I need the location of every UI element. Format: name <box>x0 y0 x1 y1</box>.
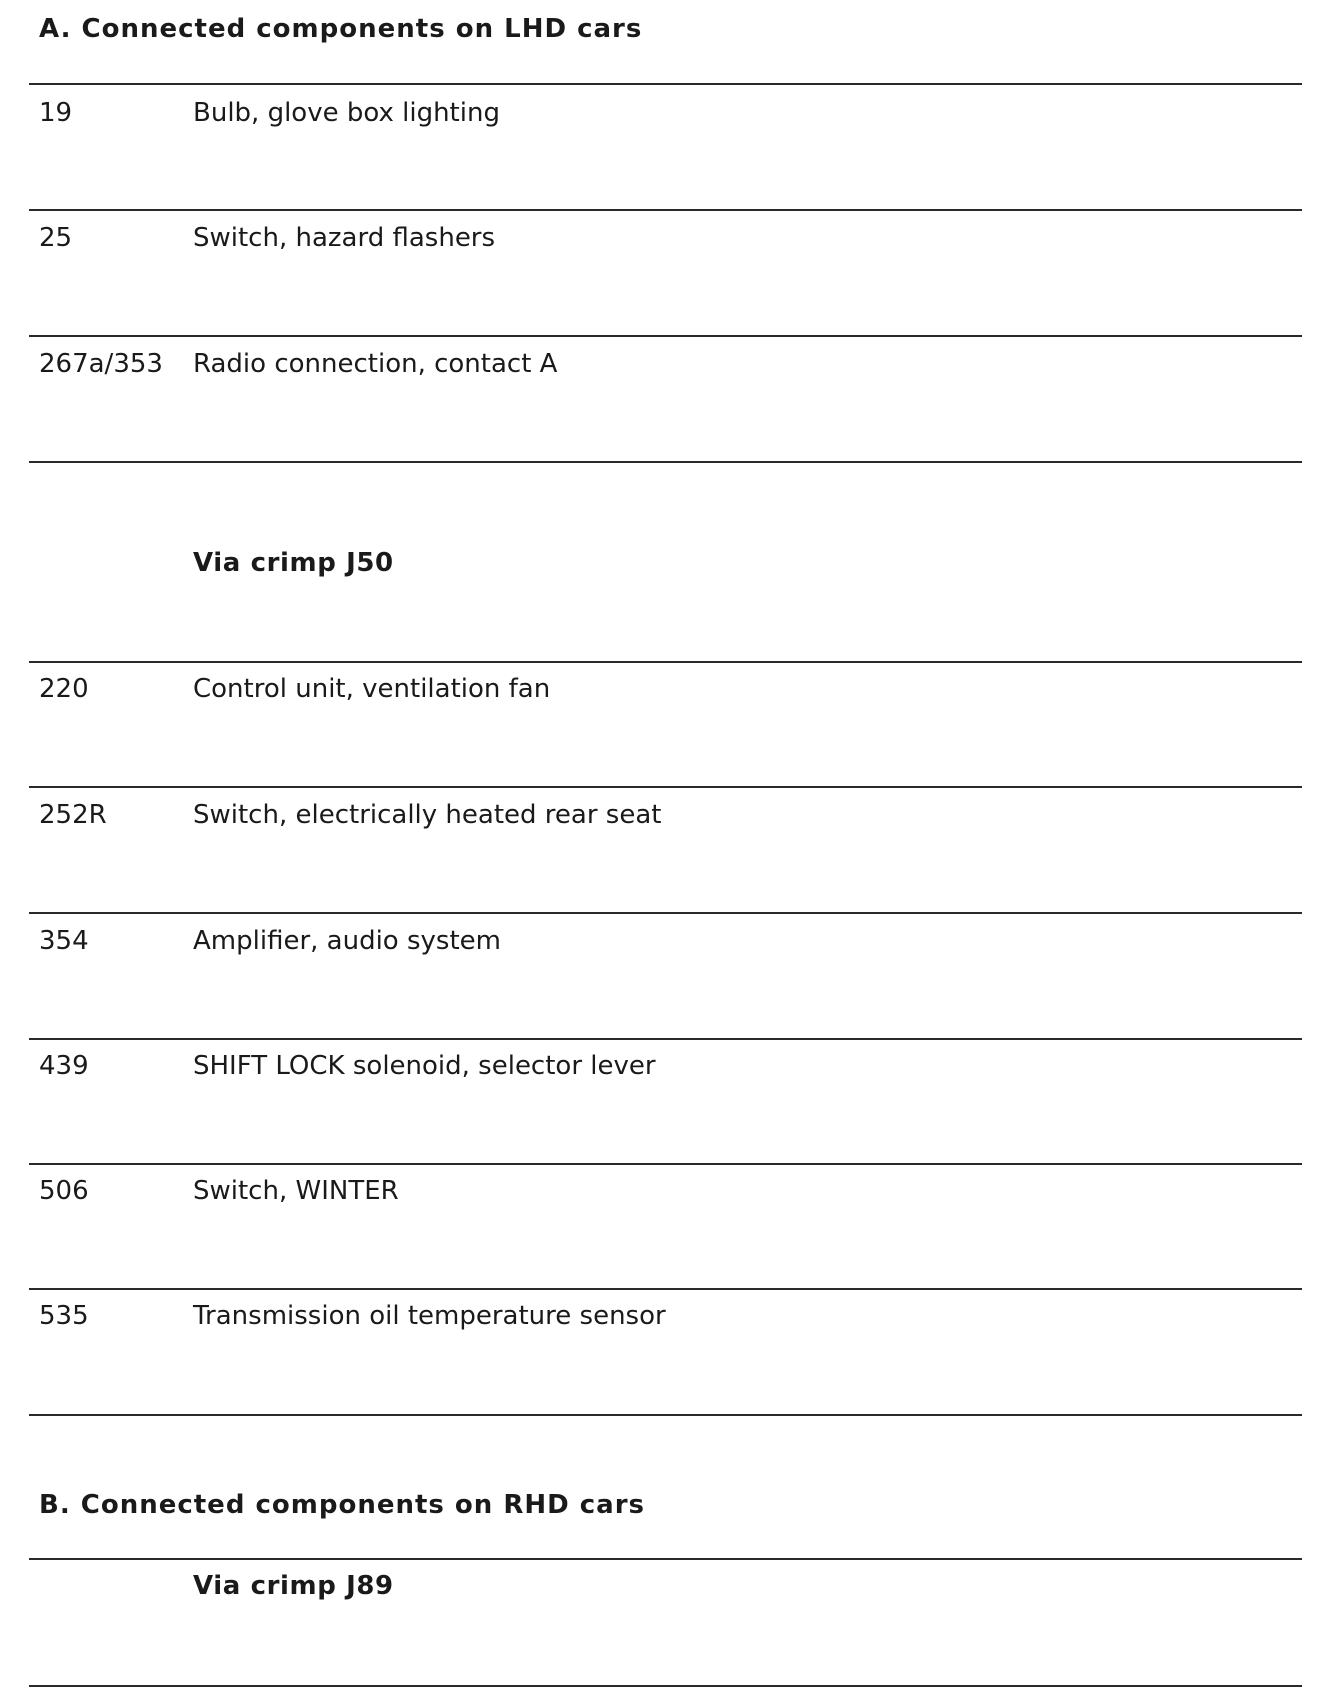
row-description: SHIFT LOCK solenoid, selector lever <box>193 1051 656 1081</box>
section-b-heading: B. Connected components on RHD cars <box>39 1490 646 1520</box>
table-rule <box>29 461 1302 463</box>
table-rule <box>29 661 1302 663</box>
via-crimp-j89-label: Via crimp J89 <box>193 1571 394 1601</box>
via-crimp-j50-label: Via crimp J50 <box>193 548 394 578</box>
table-rule <box>29 1558 1302 1560</box>
row-code: 252R <box>39 800 107 830</box>
row-code: 354 <box>39 926 89 956</box>
row-code: 220 <box>39 674 89 704</box>
row-code: 25 <box>39 223 73 253</box>
row-description: Bulb, glove box lighting <box>193 98 500 128</box>
row-description: Transmission oil temperature sensor <box>193 1301 666 1331</box>
row-code: 535 <box>39 1301 89 1331</box>
table-rule <box>29 83 1302 85</box>
table-rule <box>29 912 1302 914</box>
table-rule <box>29 1163 1302 1165</box>
table-rule <box>29 786 1302 788</box>
table-rule <box>29 209 1302 211</box>
row-description: Control unit, ventilation fan <box>193 674 551 704</box>
row-description: Amplifier, audio system <box>193 926 501 956</box>
section-a-heading: A. Connected components on LHD cars <box>39 14 643 44</box>
table-rule <box>29 335 1302 337</box>
table-rule <box>29 1038 1302 1040</box>
table-rule <box>29 1288 1302 1290</box>
row-description: Radio connection, contact A <box>193 349 558 379</box>
table-rule <box>29 1414 1302 1416</box>
row-code: 267a/353 <box>39 349 163 379</box>
row-description: Switch, hazard flashers <box>193 223 496 253</box>
row-description: Switch, electrically heated rear seat <box>193 800 662 830</box>
row-code: 506 <box>39 1176 89 1206</box>
row-code: 439 <box>39 1051 89 1081</box>
table-rule <box>29 1685 1302 1687</box>
row-code: 19 <box>39 98 73 128</box>
row-description: Switch, WINTER <box>193 1176 399 1206</box>
